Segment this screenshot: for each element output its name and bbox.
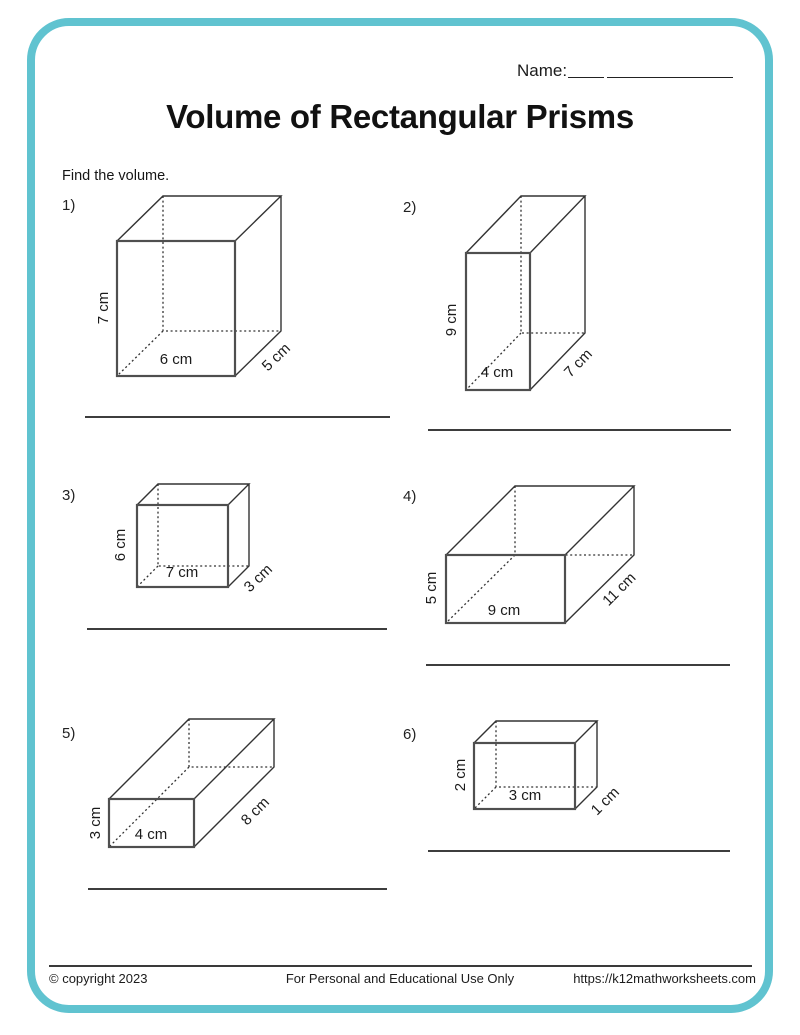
prism-figure-1 [70, 180, 400, 390]
depth-label: 8 cm [237, 793, 273, 829]
prism-hidden-edges [117, 196, 281, 376]
height-label: 3 cm [87, 806, 104, 840]
height-label: 7 cm [95, 291, 112, 325]
answer-line-2 [428, 429, 731, 431]
prism-figure-3 [80, 470, 390, 640]
prism-top-side-edges [466, 196, 585, 390]
answer-line-6 [428, 850, 730, 852]
website-url: https://k12mathworksheets.com [573, 971, 756, 986]
usage-text: For Personal and Educational Use Only [285, 971, 515, 986]
worksheet-title: Volume of Rectangular Prisms [166, 98, 634, 135]
width-label: 4 cm [134, 826, 168, 843]
name-blank-line [607, 60, 733, 78]
prism-figure-4 [415, 465, 745, 680]
answer-line-1 [85, 416, 390, 418]
depth-label: 11 cm [599, 569, 640, 610]
prism-figure-5 [70, 705, 400, 865]
problem-5-number: 5) [62, 725, 76, 742]
prism-top-side-edges [117, 196, 281, 376]
problem-3-number: 3) [62, 487, 76, 504]
footer-divider [49, 965, 752, 967]
height-label: 5 cm [423, 571, 440, 605]
depth-label: 5 cm [258, 339, 294, 375]
depth-label: 1 cm [587, 783, 623, 819]
problem-4-number: 4) [403, 488, 417, 505]
problem-1-number: 1) [62, 197, 76, 214]
width-label: 6 cm [159, 351, 193, 368]
height-label: 6 cm [112, 528, 129, 562]
height-label: 9 cm [443, 303, 460, 337]
name-blank-line [568, 60, 604, 78]
copyright-text: © copyright 2023 [49, 971, 148, 986]
answer-line-5 [88, 888, 387, 890]
width-label: 4 cm [480, 364, 514, 381]
answer-line-3 [87, 628, 387, 630]
prism-hidden-edges [466, 196, 585, 390]
width-label: 3 cm [508, 787, 542, 804]
answer-line-4 [426, 664, 730, 666]
depth-label: 3 cm [240, 560, 276, 596]
prism-figure-6 [415, 705, 715, 845]
width-label: 9 cm [487, 602, 521, 619]
depth-label: 7 cm [560, 345, 596, 381]
instruction-text: Find the volume. [62, 168, 170, 184]
prism-figure-2 [410, 185, 720, 400]
problem-6-number: 6) [403, 726, 417, 743]
name-label: Name: [517, 61, 568, 80]
height-label: 2 cm [452, 758, 469, 792]
width-label: 7 cm [165, 564, 199, 581]
problem-2-number: 2) [403, 199, 417, 216]
